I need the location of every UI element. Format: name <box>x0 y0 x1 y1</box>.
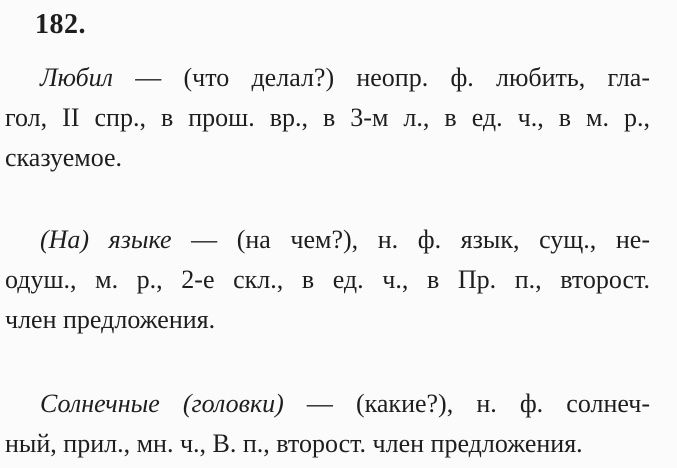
analyzed-word: (На) языке <box>40 225 172 254</box>
analysis-line: сказуемое. <box>5 143 123 172</box>
analysis-text: — (на чем?), н. ф. язык, сущ., не- <box>191 225 650 254</box>
word-analysis-paragraph <box>5 220 650 340</box>
analysis-line: ный, прил., мн. ч., В. п., второст. член предложения. <box>5 429 583 458</box>
analysis-line: гол, II спр., в прош. вр., в 3-м л., в ед. ч., в м. р., <box>5 103 650 132</box>
analysis-line <box>5 58 650 98</box>
word-analysis-paragraph <box>5 58 650 178</box>
exercise-number: 182. <box>35 9 86 40</box>
analyzed-word: Любил <box>40 63 114 92</box>
analysis-line <box>5 220 650 260</box>
analysis-line <box>5 384 650 424</box>
analysis-text: — (что делал?) неопр. ф. любить, гла- <box>135 63 651 92</box>
analysis-line: одуш., м. р., 2-е скл., в ед. ч., в Пр. п., второст. <box>5 265 650 294</box>
analysis-text: — (какие?), н. ф. солнеч- <box>306 389 651 418</box>
analysis-line: член предложения. <box>5 305 216 334</box>
analyzed-word: Солнечные (головки) <box>40 389 284 418</box>
word-analysis-paragraph <box>5 384 650 464</box>
